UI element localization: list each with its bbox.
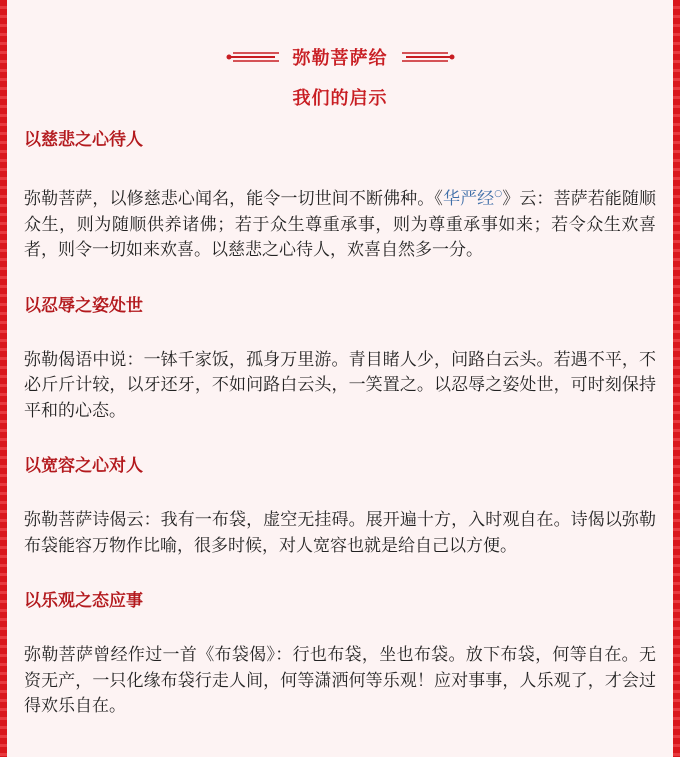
huayan-sutra-link[interactable] — [443, 189, 502, 209]
article-body — [24, 128, 656, 750]
section-heading-forbearance: 以忍辱之姿处世 — [24, 295, 143, 316]
page-title-line2: 我们的启示 — [292, 88, 388, 109]
section-heading-tolerance: 以宽容之心对人 — [24, 456, 143, 476]
paragraph-text: 》云：菩萨若能随顺众生，则为随顺供养诸佛；若于众生尊重承事，则为尊重承事如来；若令众生欢喜者，则令一切如来欢喜。以慈悲之心待人，欢喜自然多一分。 — [24, 189, 657, 260]
paragraph-text: 弥勒菩萨，以修慈悲心闻名，能令一切世间不断佛种。《 — [24, 189, 443, 209]
right-border-decoration — [673, 0, 680, 757]
search-icon: ○ — [494, 189, 503, 199]
section-heading-optimism: 以乐观之态应事 — [24, 591, 143, 611]
section-paragraph-compassion — [24, 182, 656, 264]
section-paragraph-optimism: 弥勒菩萨曾经作过一首《布袋偈》：行也布袋，坐也布袋。放下布袋，何等自在。无资无产，一只化缘布袋行走人间，何等潇洒何等乐观！应对事事，人乐观了，才会过得欢乐自在。 — [24, 645, 656, 716]
link-label: 华严经 — [442, 189, 495, 209]
left-ornament-icon — [225, 50, 283, 64]
left-border-decoration — [0, 0, 7, 757]
title-row — [0, 40, 680, 74]
section-paragraph-forbearance: 弥勒偈语中说：一钵千家饭，孤身万里游。青目睹人少，问路白云头。若遇不平，不必斤斤计较，以牙还牙，不如问路白云头，一笑置之。以忍辱之姿处世，可时刻保持平和的心态。 — [24, 349, 656, 421]
article-header — [0, 40, 680, 110]
section-paragraph-tolerance: 弥勒菩萨诗偈云：我有一布袋，虚空无挂碍。展开遍十方，入时观自在。诗偈以弥勒布袋能容万物作比喻，很多时候，对人宽容也就是给自己以方便。 — [24, 510, 656, 556]
right-ornament-icon — [398, 50, 456, 64]
page-title-line1: 弥勒菩萨给 — [292, 48, 388, 69]
section-heading-compassion: 以慈悲之心待人 — [24, 130, 143, 150]
